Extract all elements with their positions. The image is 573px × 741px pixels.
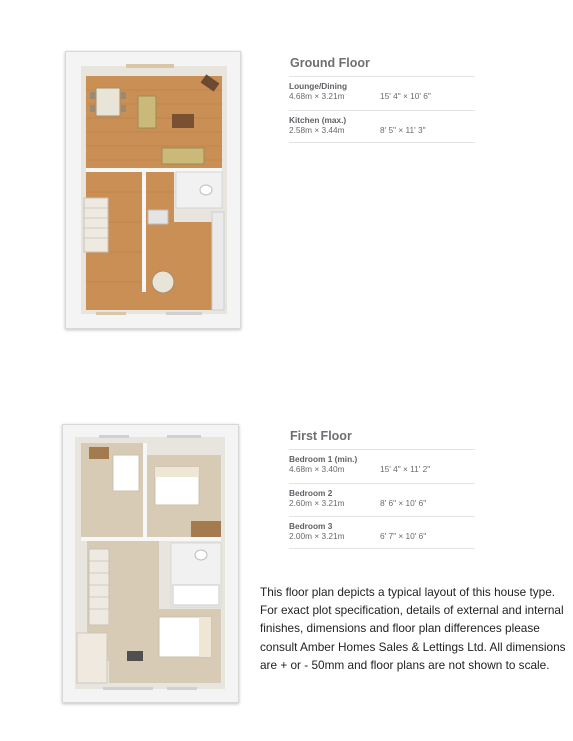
room-name: Lounge/Dining bbox=[289, 81, 348, 91]
room-row-bedroom-3 bbox=[289, 516, 475, 543]
divider bbox=[289, 142, 475, 143]
room-imperial-dimensions: 6' 7" × 10' 6" bbox=[380, 531, 427, 541]
room-row-bedroom-2 bbox=[289, 483, 475, 510]
first-floor-plan-image bbox=[62, 424, 239, 703]
room-imperial-dimensions: 15' 4" × 11' 2" bbox=[380, 464, 431, 474]
room-metric-dimensions: 4.68m × 3.40m bbox=[289, 464, 345, 474]
room-row-lounge-dining bbox=[289, 76, 475, 103]
room-imperial-dimensions: 8' 5" × 11' 3" bbox=[380, 125, 426, 135]
room-row-bedroom-1 bbox=[289, 449, 475, 476]
room-imperial-dimensions: 8' 6" × 10' 6" bbox=[380, 498, 427, 508]
room-name: Bedroom 2 bbox=[289, 488, 333, 498]
first-floor-title: First Floor bbox=[290, 429, 352, 443]
room-name: Bedroom 1 (min.) bbox=[289, 454, 358, 464]
room-metric-dimensions: 4.68m × 3.21m bbox=[289, 91, 345, 101]
divider bbox=[289, 548, 475, 549]
room-metric-dimensions: 2.58m × 3.44m bbox=[289, 125, 345, 135]
ground-floor-title: Ground Floor bbox=[290, 56, 370, 70]
room-row-kitchen bbox=[289, 110, 475, 137]
room-name: Kitchen (max.) bbox=[289, 115, 347, 125]
room-imperial-dimensions: 15' 4" × 10' 6" bbox=[380, 91, 431, 101]
room-name: Bedroom 3 bbox=[289, 521, 333, 531]
disclaimer-text: This floor plan depicts a typical layout of this house type. For exact plot specification, details of external and internal finishes, dimensions and floor plan differences please consult Amber Homes Sales & Lettings Ltd. All dimensions are + or - 50mm and floor plans are not shown to scale. bbox=[260, 585, 566, 672]
room-metric-dimensions: 2.60m × 3.21m bbox=[289, 498, 345, 508]
room-metric-dimensions: 2.00m × 3.21m bbox=[289, 531, 345, 541]
ground-floor-plan-image bbox=[65, 51, 241, 329]
